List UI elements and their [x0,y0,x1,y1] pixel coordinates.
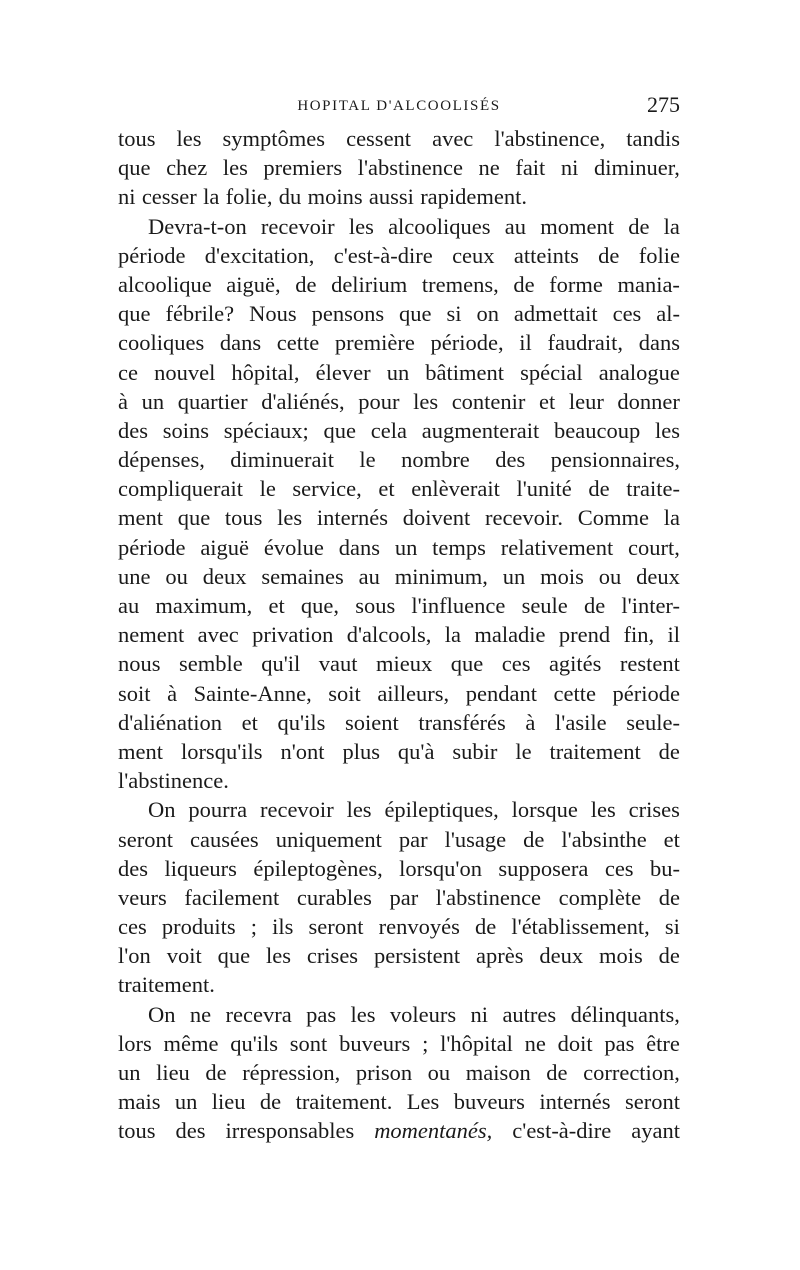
text-line: l'on voit que les crises persistent après deux mois de [118,943,680,969]
text-line: cooliques dans cette première période, il faudrait, dans [118,330,680,356]
text-line: seront causées uniquement par l'usage de l'absinthe et [118,826,680,852]
text-line: des soins spéciaux; que cela augmenterait beaucoup les [118,417,680,443]
text-line: d'aliénation et qu'ils soient transférés à l'asile seule- [118,709,680,735]
text-line: au maximum, et que, sous l'influence seule de l'inter- [118,593,680,618]
text-line: ces produits ; ils seront renvoyés de l'établissement, si [118,914,680,940]
text-line: Devra-t-on recevoir les alcooliques au moment de la [148,213,680,239]
text-line: lors même qu'ils sont buveurs ; l'hôpital ne doit pas être [118,1030,680,1056]
text-line: nous semble qu'il vaut mieux que ces agités restent [118,651,680,677]
text-line: ment que tous les internés doivent recevoir. Comme la [118,505,680,531]
text-line: un lieu de répression, prison ou maison de correction, [118,1060,680,1085]
text-line: que chez les premiers l'abstinence ne fait ni diminuer, [118,155,680,181]
text-line: veurs facilement curables par l'abstinence complète de [118,884,680,910]
text-line: l'abstinence. [118,768,229,794]
text-line: que fébrile? Nous pensons que si on admettait ces al- [118,301,680,327]
page-number: 275 [647,92,680,117]
text-line: ni cesser la folie, du moins aussi rapidement. [118,184,528,210]
text-line: tous les symptômes cessent avec l'abstinence, tandis [118,126,680,151]
text-line: On ne recevra pas les voleurs ni autres délinquants, [148,1001,680,1027]
text-line: des liqueurs épileptogènes, lorsqu'on supposera ces bu- [118,855,680,881]
text-line: une ou deux semaines au minimum, un mois ou deux [118,563,680,589]
text-line: période d'excitation, c'est-à-dire ceux atteints de folie [118,242,680,268]
running-head [118,94,680,118]
text-line: tous des irresponsables momentanés, c'est-à-dire ayant [118,1118,680,1144]
text-line: nement avec privation d'alcools, la maladie prend fin, il [118,622,680,648]
text-line: soit à Sainte-Anne, soit ailleurs, pendant cette période [118,680,680,706]
text-line: On pourra recevoir les épileptiques, lorsque les crises [148,797,680,823]
running-title: HOPITAL D'ALCOOLISÉS [297,98,501,114]
text-line: compliquerait le service, et enlèverait l'unité de traite- [118,476,680,502]
text-line: alcoolique aiguë, de delirium tremens, de forme mania- [118,271,680,297]
text-line: ce nouvel hôpital, élever un bâtiment spécial analogue [118,359,680,385]
text-line: traitement. [118,972,215,998]
text-line: dépenses, diminuerait le nombre des pensionnaires, [118,447,680,473]
body-text [118,124,680,1146]
text-line: période aiguë évolue dans un temps relativement court, [118,534,680,560]
text-line: mais un lieu de traitement. Les buveurs internés seront [118,1089,680,1115]
text-line: ment lorsqu'ils n'ont plus qu'à subir le traitement de [118,738,680,764]
text-line: à un quartier d'aliénés, pour les contenir et leur donner [118,388,680,414]
